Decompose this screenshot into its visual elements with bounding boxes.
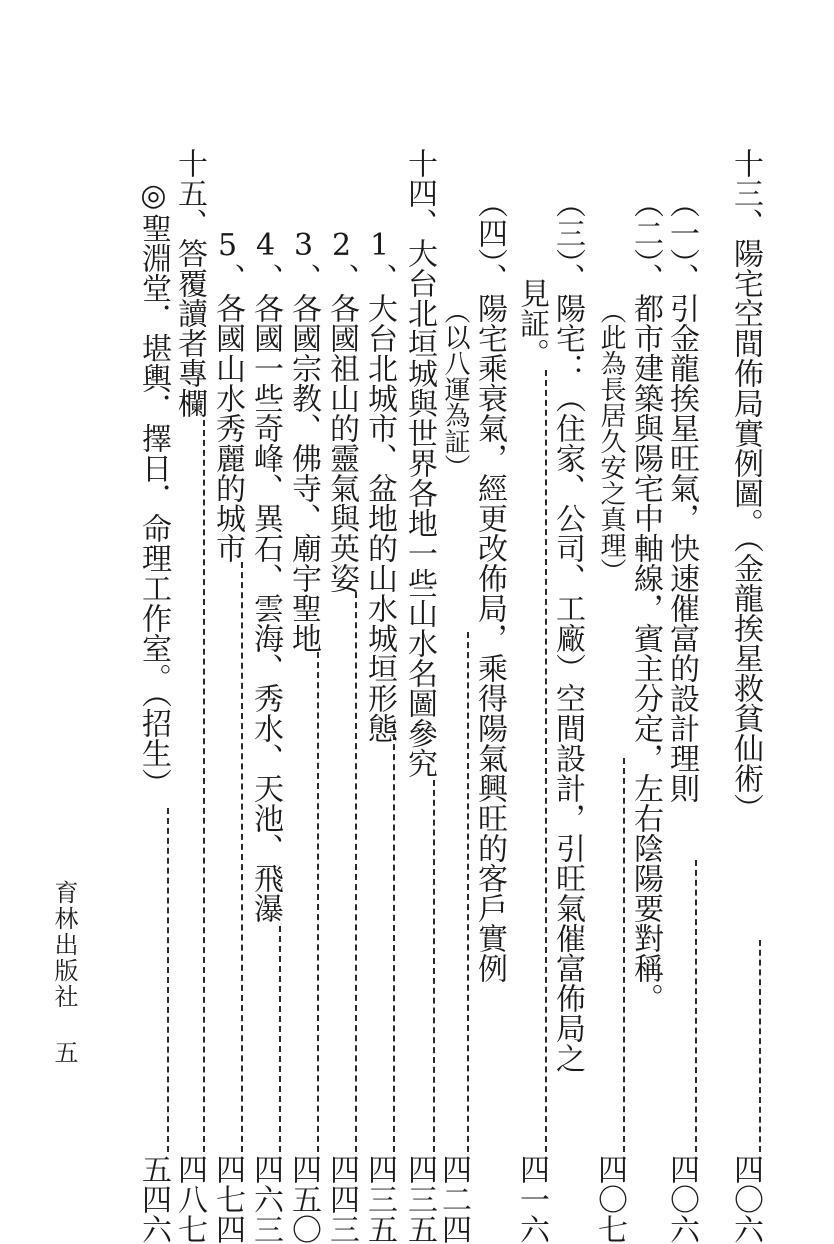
entry-title: ◎聖淵堂．堪輿．擇日．命理工作室。（招生）	[136, 178, 171, 798]
leader-dots	[759, 940, 761, 1152]
leader-dots	[317, 652, 319, 1152]
entry-title: 十五、答覆讀者專欄	[172, 148, 207, 418]
toc-page: 十三、陽宅空間佈局實例圖。（金龍挨星救貧仙術） 四〇六 （一）、引金龍挨星旺氣，快速催富的設計理則 四〇六 （二）、都市建築與陽宅中軸線，賓主分定，左右陰陽要對稱。 （此為長居久安之真理） 四〇七 （三）、陽宅：（住家、公司、工廠）空間設計，引旺氣催富佈局之 見証。 四一六 （四）、陽宅乘衰氣，經更改佈局，乘得陽氣興旺的客戶實例 （以八運為証） 四二四 十四、大台北垣城與世界各地一些山水名圖參究 四三五 1、大台北城市、盆地的山水城垣形態 四三五 2、各國祖山的靈氣與英姿 四四三 3、各國宗教、佛寺、廟宇聖地 四五〇 4、各國一些奇峰、異石、雲海、秀水、天池、飛瀑 四六三 5、各國山水秀麗的城市 四七四 十五、答覆讀者專欄 四八七 ◎聖淵堂．堪輿．擇日．命理工作室。（招生） 五四六 育林出版社 五	[50, 148, 763, 1244]
leader-dots	[467, 632, 469, 1152]
leader-dots	[279, 926, 281, 1152]
leader-dots	[545, 370, 547, 1152]
entry-title: 5、各國山水秀麗的城市	[210, 228, 245, 563]
entry-title: 1、大台北城市、盆地的山水城垣形態	[362, 228, 397, 743]
entry-title: 見証。	[514, 278, 549, 368]
leader-dots	[167, 808, 169, 1152]
entry-title: （三）、陽宅：（住家、公司、工廠）空間設計，引旺氣催富佈局之	[550, 188, 585, 1073]
leader-dots	[241, 562, 243, 1152]
entry-title: （二）、都市建築與陽宅中軸線，賓主分定，左右陰陽要對稱。	[628, 188, 663, 1013]
leader-dots	[695, 860, 697, 1152]
publisher-name: 育林出版社	[50, 880, 78, 1010]
entry-title: （以八運為証）	[440, 298, 470, 480]
leader-dots	[203, 420, 205, 1152]
leader-dots	[393, 724, 395, 1152]
entry-title: 2、各國祖山的靈氣與英姿	[324, 228, 359, 593]
leader-dots	[623, 758, 625, 1152]
folio-page-number: 五	[50, 1040, 78, 1064]
entry-title: 3、各國宗教、佛寺、廟宇聖地	[286, 228, 321, 653]
entry-title: 4、各國一些奇峰、異石、雲海、秀水、天池、飛瀑	[248, 228, 283, 923]
entry-title: 十三、陽宅空間佈局實例圖。（金龍挨星救貧仙術）	[728, 148, 763, 823]
entry-title: （此為長居久安之真理）	[596, 298, 626, 584]
leader-dots	[433, 780, 435, 1152]
entry-title: （四）、陽宅乘衰氣，經更改佈局，乘得陽氣興旺的客戶實例	[472, 188, 507, 983]
leader-dots	[355, 592, 357, 1152]
entry-title: 十四、大台北垣城與世界各地一些山水名圖參究	[402, 148, 437, 778]
entry-title: （一）、引金龍挨星旺氣，快速催富的設計理則	[664, 188, 699, 803]
